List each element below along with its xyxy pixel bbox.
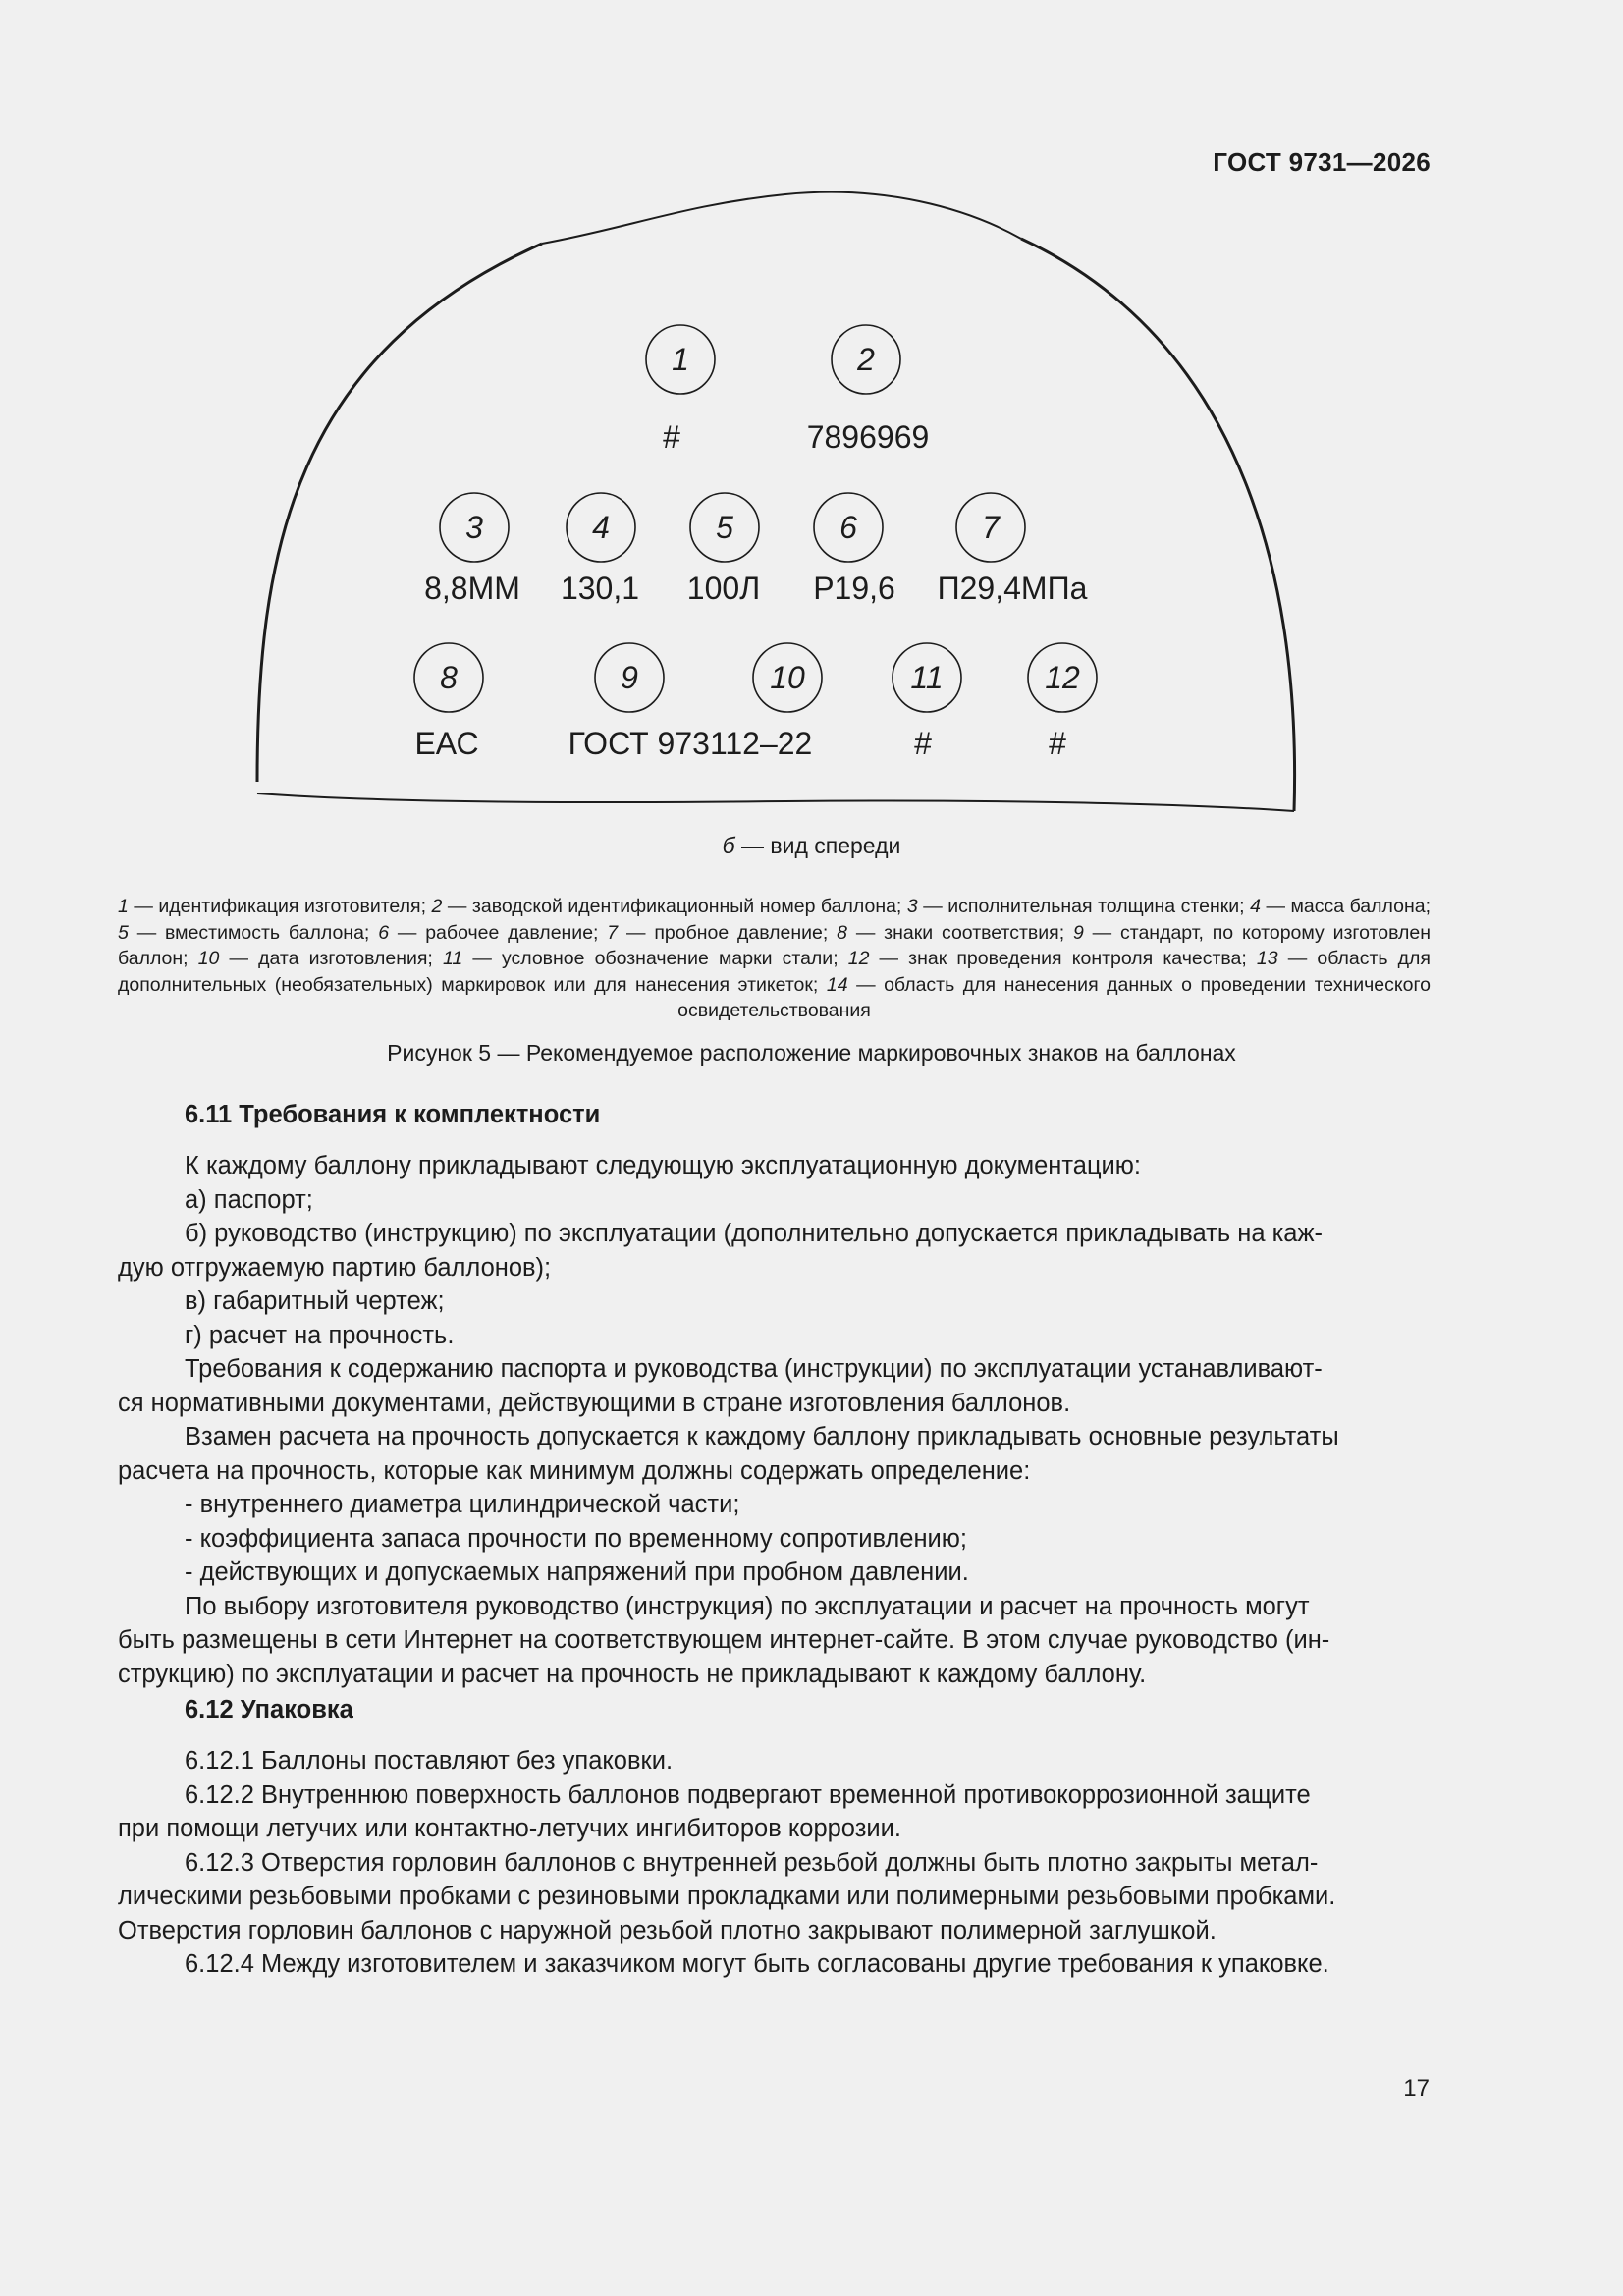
section-heading-6-12: 6.12 Упаковка (185, 1696, 353, 1723)
legend-number: 12 (847, 948, 870, 969)
paragraph: 6.12.1 Баллоны поставляют без упаковки. (185, 1747, 674, 1775)
paragraph-continued: ся нормативными документами, действующими в стране изготовления баллонов. (118, 1389, 1071, 1417)
legend-text: — область для нанесения данных о проведении технического освидетельствования (677, 973, 1431, 1021)
page-number: 17 (1403, 2075, 1430, 2102)
marking-number: 7 (982, 510, 1000, 545)
list-item: г) расчет на прочность. (185, 1321, 455, 1349)
marking-value: 100Л (686, 571, 761, 606)
paragraph-continued: быть размещены в сети Интернет на соответствующем интернет-сайте. В этом случае руководство (ин- (118, 1626, 1330, 1654)
marking-number: 10 (770, 660, 805, 695)
legend-number: 1 (118, 896, 129, 917)
marking-number: 2 (857, 342, 875, 377)
marking-number: 6 (839, 510, 857, 545)
legend-text: — пробное давление; (618, 921, 838, 944)
paragraph-continued: лическими резьбовыми пробками с резиновыми прокладками или полимерными резьбовыми пробками. (118, 1883, 1336, 1910)
bottom-break-line (257, 793, 1294, 811)
legend-number: 11 (442, 948, 463, 969)
figure-view-caption (0, 833, 1623, 859)
legend-text: — вместимость баллона; (128, 921, 379, 944)
legend-number: 2 (431, 896, 443, 917)
legend-number: 4 (1250, 896, 1261, 917)
legend-text: — заводской идентификационный номер баллона; (442, 896, 907, 917)
document-code: ГОСТ 9731—2026 (1213, 147, 1431, 177)
legend-text: — идентификация изготовителя; (128, 896, 432, 917)
section-6-11-body (118, 1149, 1431, 1691)
list-item: б) руководство (инструкцию) по эксплуатации (дополнительно допускается прикладывать на каж- (185, 1220, 1324, 1247)
marking-value: 130,1 (560, 571, 640, 606)
figure-legend (118, 894, 1431, 1024)
paragraph: Требования к содержанию паспорта и руководства (инструкции) по эксплуатации устанавливают- (185, 1355, 1323, 1383)
dash-item: - внутреннего диаметра цилиндрической части; (185, 1491, 740, 1518)
paragraph: К каждому баллону прикладывают следующую эксплуатационную документацию: (185, 1152, 1142, 1179)
legend-text: — условное обозначение марки стали; (462, 948, 848, 969)
legend-text: — стандарт, по которому изготовлен баллон; (118, 921, 1431, 969)
legend-number: 13 (1256, 948, 1278, 969)
paragraph-continued: при помощи летучих или контактно-летучих ингибиторов коррозии. (118, 1815, 901, 1842)
view-letter: б (722, 833, 735, 858)
legend-number: 7 (607, 921, 619, 944)
marking-value: ЕАС (414, 726, 479, 761)
marking-value: # (663, 419, 680, 455)
legend-number: 8 (837, 921, 848, 944)
paragraph: 6.12.4 Между изготовителем и заказчиком могут быть согласованы другие требования к упаковке. (185, 1950, 1329, 1978)
list-item: в) габаритный чертеж; (185, 1287, 445, 1315)
marking-number: 9 (621, 660, 638, 695)
paragraph: 6.12.3 Отверстия горловин баллонов с внутренней резьбой должны быть плотно закрыты метал- (185, 1848, 1319, 1877)
legend-text: — рабочее давление; (389, 921, 608, 944)
list-item: а) паспорт; (185, 1185, 313, 1214)
legend-text: — масса баллона; (1260, 896, 1432, 917)
legend-number: 5 (118, 921, 129, 944)
legend-number: 14 (826, 973, 848, 996)
marking-number: 8 (440, 660, 458, 695)
marking-value: Р19,6 (813, 571, 895, 606)
marking-value: # (1049, 726, 1066, 761)
marking-value: ГОСТ 973112–22 (568, 726, 813, 761)
legend-number: 3 (906, 896, 918, 917)
section-heading-6-11: 6.11 Требования к комплектности (185, 1101, 601, 1128)
legend-text: — исполнительная толщина стенки; (917, 896, 1251, 917)
marking-value: П29,4МПа (937, 571, 1088, 606)
marking-number: 3 (465, 510, 483, 545)
marking-number: 12 (1045, 660, 1080, 695)
legend-text: — дата изготовления; (219, 948, 443, 969)
marking-number: 11 (910, 660, 944, 695)
top-break-line (542, 192, 1021, 244)
paragraph-continued: расчета на прочность, которые как минимум должны содержать определение: (118, 1456, 1031, 1485)
legend-text: — область для дополнительных (необязательных) маркировок или для нанесения этикеток; (118, 948, 1431, 996)
marking-value: # (914, 726, 932, 761)
cylinder-dome-outline (257, 244, 542, 782)
marking-value: 8,8ММ (424, 571, 520, 606)
figure-title: Рисунок 5 — Рекомендуемое расположение маркировочных знаков на баллонах (387, 1040, 1236, 1066)
section-6-12-body (118, 1744, 1431, 1982)
legend-number: 10 (197, 948, 220, 969)
paragraph: По выбору изготовителя руководство (инструкция) по эксплуатации и расчет на прочность могут (185, 1592, 1310, 1620)
paragraph-continued: Отверстия горловин баллонов с наружной резьбой плотно закрывают полимерной заглушкой. (118, 1916, 1217, 1944)
paragraph-continued: струкцию) по эксплуатации и расчет на прочность не прикладывают к каждому баллону. (118, 1660, 1147, 1688)
dash-item: - коэффициента запаса прочности по временному сопротивлению; (185, 1524, 967, 1553)
legend-number: 6 (378, 921, 390, 944)
legend-text: — знаки соответствия; (847, 921, 1073, 944)
legend-paragraph (118, 894, 1431, 1024)
marking-value: 7896969 (806, 419, 930, 455)
marking-number: 5 (716, 510, 733, 545)
view-caption-text: — вид спереди (734, 833, 901, 858)
marking-number: 4 (592, 510, 610, 545)
legend-number: 9 (1072, 921, 1084, 944)
paragraph: 6.12.2 Внутреннюю поверхность баллонов подвергают временной противокоррозионной защите (185, 1780, 1311, 1809)
paragraph: Взамен расчета на прочность допускается к каждому баллону прикладывать основные результаты (185, 1423, 1339, 1450)
legend-text: — знак проведения контроля качества; (869, 948, 1257, 969)
cylinder-marking-figure (0, 0, 1623, 825)
dash-item: - действующих и допускаемых напряжений при пробном давлении. (185, 1558, 969, 1586)
list-item-continued: дую отгружаемую партию баллонов); (118, 1253, 552, 1282)
marking-number: 1 (672, 342, 689, 377)
